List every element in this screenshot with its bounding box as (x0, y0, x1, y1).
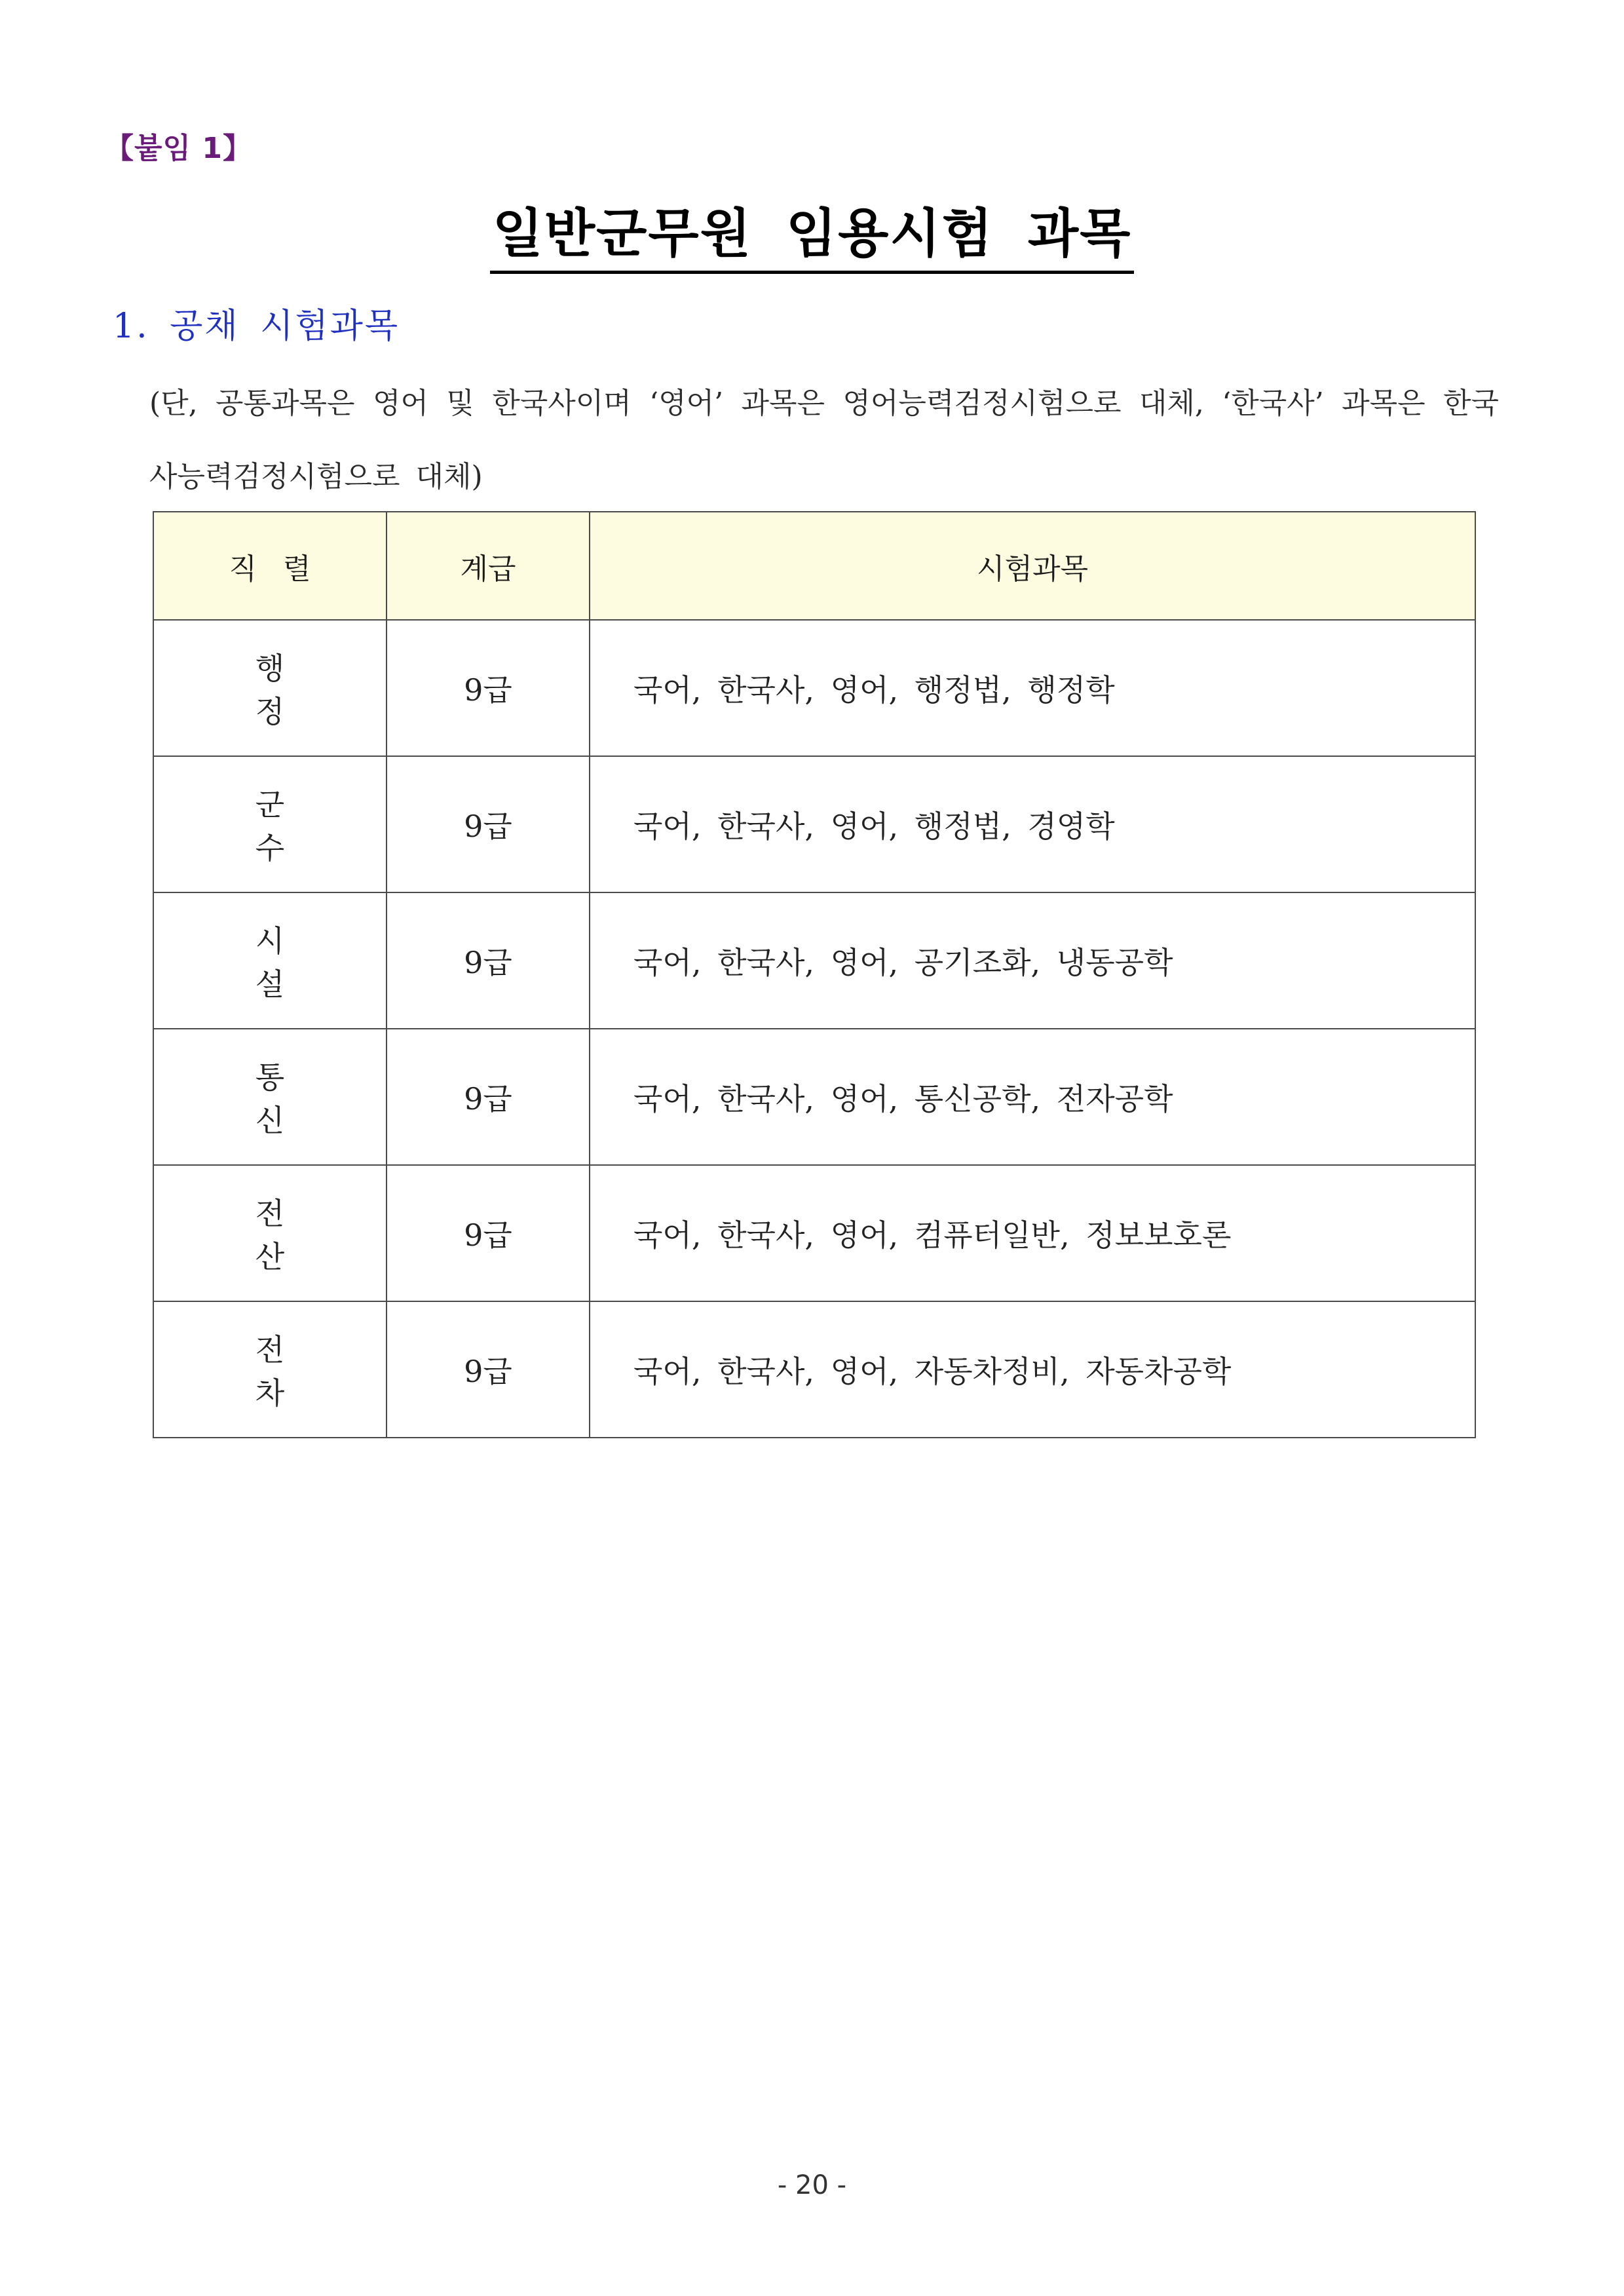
header-subjects: 시험과목 (590, 512, 1475, 620)
table-row (153, 756, 1475, 892)
subjects-cell: 국어, 한국사, 영어, 컴퓨터일반, 정보보호론 (590, 1165, 1475, 1301)
page-title (0, 191, 1624, 274)
table-row (153, 892, 1475, 1029)
subjects-cell: 국어, 한국사, 영어, 행정법, 경영학 (590, 756, 1475, 892)
header-grade: 계급 (387, 512, 590, 620)
grade-cell: 9급 (387, 756, 590, 892)
section-heading: 1. 공채 시험과목 (113, 307, 400, 346)
series-cell: 시설 (153, 892, 387, 1029)
page-number: - 20 - (777, 2170, 847, 2200)
table-row (153, 1029, 1475, 1165)
series-cell: 전차 (153, 1301, 387, 1438)
grade-cell: 9급 (387, 620, 590, 756)
series-cell: 군수 (153, 756, 387, 892)
table-row (153, 1301, 1475, 1438)
grade-cell: 9급 (387, 892, 590, 1029)
table-row (153, 620, 1475, 756)
table-header-row (153, 512, 1475, 620)
page-title-text: 일반군무원 임용시험 과목 (490, 191, 1135, 274)
series-cell: 통신 (153, 1029, 387, 1165)
attachment-tag: 【붙임 1】 (105, 132, 252, 165)
table-row (153, 1165, 1475, 1301)
subjects-cell: 국어, 한국사, 영어, 자동차정비, 자동차공학 (590, 1301, 1475, 1438)
grade-cell: 9급 (387, 1029, 590, 1165)
series-cell: 전산 (153, 1165, 387, 1301)
grade-cell: 9급 (387, 1301, 590, 1438)
subjects-cell: 국어, 한국사, 영어, 통신공학, 전자공학 (590, 1029, 1475, 1165)
grade-cell: 9급 (387, 1165, 590, 1301)
header-series: 직렬 (153, 512, 387, 620)
subjects-cell: 국어, 한국사, 영어, 공기조화, 냉동공학 (590, 892, 1475, 1029)
subjects-cell: 국어, 한국사, 영어, 행정법, 행정학 (590, 620, 1475, 756)
series-cell: 행정 (153, 620, 387, 756)
section-note: (단, 공통과목은 영어 및 한국사이며 ‘영어’ 과목은 영어능력검정시험으로 대체, ‘한국사’ 과목은 한국사능력검정시험으로 대체) (149, 387, 1499, 493)
exam-subjects-table (153, 511, 1476, 1438)
